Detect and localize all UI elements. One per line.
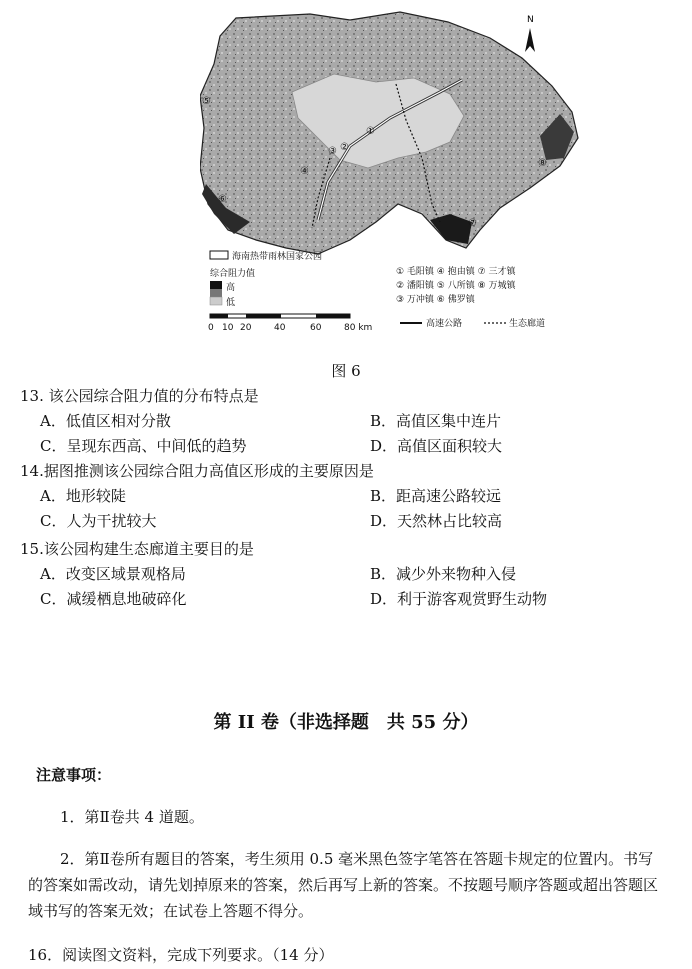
- legend-towns-3: ③ 万冲镇 ⑥ 佛罗镇: [396, 295, 475, 305]
- north-arrow-icon: [525, 28, 535, 52]
- scale-40: 40: [274, 323, 286, 333]
- scale-0: 0: [208, 323, 214, 333]
- map-legend: [208, 250, 545, 333]
- legend-highway: 高速公路: [426, 319, 463, 329]
- legend-low: 低: [226, 298, 236, 308]
- question-14: 14.据图推测该公园综合阻力高值区形成的主要原因是: [20, 462, 374, 480]
- scale-80: 80 km: [344, 323, 373, 333]
- legend-resistance: 综合阻力值: [210, 269, 256, 279]
- q15-option-a: A．改变区域景观格局: [40, 565, 186, 583]
- q15-option-d: D．利于游客观赏野生动物: [370, 590, 548, 608]
- town-8: ⑧: [538, 158, 547, 169]
- town-2: ②: [340, 142, 349, 153]
- q13-option-b: B．高值区集中连片: [370, 412, 502, 430]
- scale-60: 60: [310, 323, 322, 333]
- question-13: 13. 该公园综合阻力值的分布特点是: [20, 387, 259, 405]
- town-5: ⑤: [202, 96, 211, 107]
- town-6: ⑥: [218, 194, 227, 205]
- north-label: N: [527, 15, 534, 25]
- legend-corridor: 生态廊道: [509, 319, 546, 329]
- town-7: ⑦: [468, 218, 477, 229]
- legend-park: 海南热带雨林国家公园: [232, 252, 323, 262]
- town-4: ④: [300, 166, 309, 177]
- q13-option-c: C．呈现东西高、中间低的趋势: [40, 437, 247, 455]
- q13-option-a: A．低值区相对分散: [40, 412, 171, 430]
- legend-high: 高: [226, 283, 236, 293]
- q15-option-c: C．减缓栖息地破碎化: [40, 590, 187, 608]
- legend-towns-1: ① 毛阳镇 ④ 抱由镇 ⑦ 三才镇: [396, 267, 516, 277]
- park-resistance-map: [200, 8, 598, 340]
- figure-caption: 图 6: [331, 362, 361, 380]
- q15-option-b: B．减少外来物种入侵: [370, 565, 517, 583]
- question-15: 15.该公园构建生态廊道主要目的是: [20, 540, 254, 558]
- note-1: 1．第Ⅱ卷共 4 道题。: [60, 808, 204, 826]
- town-3: ③: [328, 146, 337, 157]
- q14-option-c: C．人为干扰较大: [40, 512, 157, 530]
- scale-10: 10: [222, 323, 234, 333]
- question-16: 16．阅读图文资料，完成下列要求。（14 分）: [28, 946, 334, 964]
- q14-option-a: A．地形较陡: [40, 487, 126, 505]
- section-2-title: 第 II 卷（非选择题 共 55 分）: [213, 712, 479, 733]
- town-1: ①: [366, 126, 375, 137]
- notes-title: 注意事项：: [36, 766, 112, 784]
- q13-option-d: D．高值区面积较大: [370, 437, 503, 455]
- q14-option-d: D．天然林占比较高: [370, 512, 503, 530]
- q14-option-b: B．距高速公路较远: [370, 487, 502, 505]
- legend-towns-2: ② 潘阳镇 ⑤ 八所镇 ⑧ 万城镇: [396, 281, 516, 291]
- scale-20: 20: [240, 323, 252, 333]
- note-2: 2．第Ⅱ卷所有题目的答案，考生须用 0.5 毫米黑色签字笔答在答题卡规定的位置内。书写的答案如需改动，请先划掉原来的答案，然后再写上新的答案。不按题号顺序答题或超出答题区域书写的答案无效；在试卷上答题不得分。: [28, 850, 659, 920]
